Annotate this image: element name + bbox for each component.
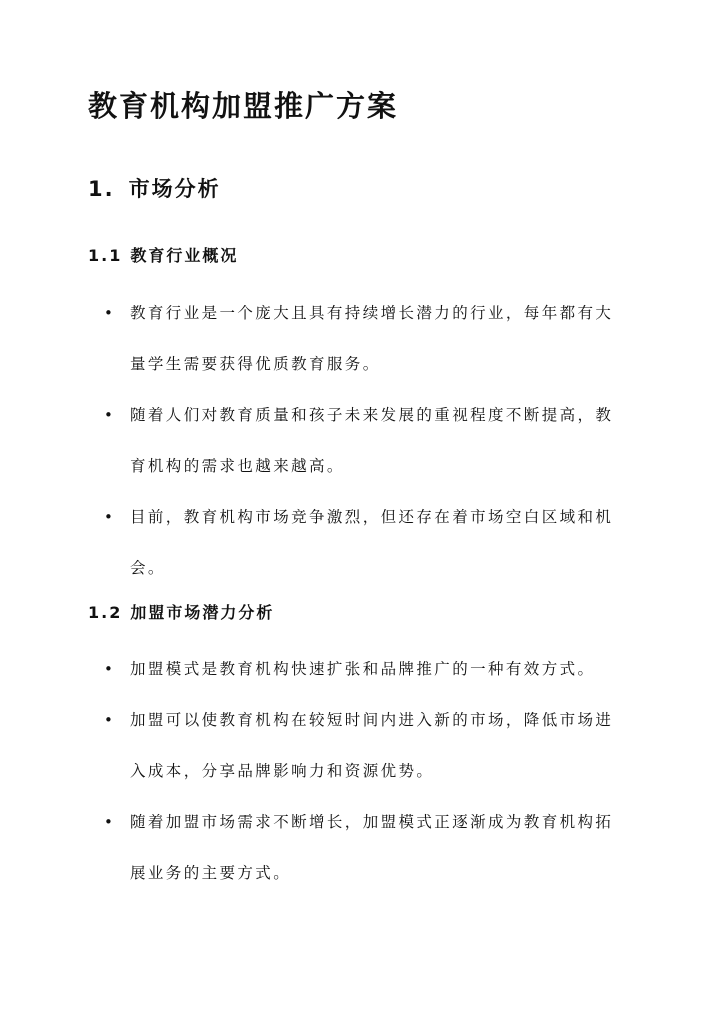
section-number: 1. — [88, 177, 115, 201]
list-item — [104, 288, 624, 390]
list-item — [104, 644, 624, 695]
list-item-text: 加盟模式是教育机构快速扩张和品牌推广的一种有效方式。 — [130, 660, 596, 678]
list-item — [104, 797, 624, 899]
list-item-text: 教育行业是一个庞大且具有持续增长潜力的行业，每年都有大量学生需要获得优质教育服务。 — [130, 304, 614, 373]
subsection-heading-franchise-potential — [88, 600, 274, 626]
section-title: 市场分析 — [128, 177, 221, 201]
list-item — [104, 390, 624, 492]
bullet-list-franchise-potential — [104, 644, 624, 899]
list-item-text: 目前，教育机构市场竞争激烈，但还存在着市场空白区域和机会。 — [130, 508, 614, 577]
list-item-text: 加盟可以使教育机构在较短时间内进入新的市场，降低市场进入成本，分享品牌影响力和资源优势。 — [130, 711, 614, 780]
document-title: 教育机构加盟推广方案 — [88, 89, 399, 123]
section-heading-market-analysis — [88, 173, 221, 205]
bullet-icon: • — [104, 660, 116, 678]
subsection-heading-industry-overview — [88, 243, 238, 269]
bullet-icon: • — [104, 711, 116, 729]
bullet-icon: • — [104, 508, 116, 526]
bullet-icon: • — [104, 304, 116, 322]
list-item-text: 随着加盟市场需求不断增长，加盟模式正逐渐成为教育机构拓展业务的主要方式。 — [130, 813, 614, 882]
subsection-number: 1.1 — [88, 246, 123, 265]
subsection-title: 教育行业概况 — [130, 246, 239, 265]
list-item — [104, 492, 624, 594]
bullet-icon: • — [104, 813, 116, 831]
subsection-number: 1.2 — [88, 603, 123, 622]
bullet-list-industry-overview — [104, 288, 624, 594]
list-item-text: 随着人们对教育质量和孩子未来发展的重视程度不断提高，教育机构的需求也越来越高。 — [130, 406, 614, 475]
subsection-title: 加盟市场潜力分析 — [130, 603, 275, 622]
list-item — [104, 695, 624, 797]
bullet-icon: • — [104, 406, 116, 424]
